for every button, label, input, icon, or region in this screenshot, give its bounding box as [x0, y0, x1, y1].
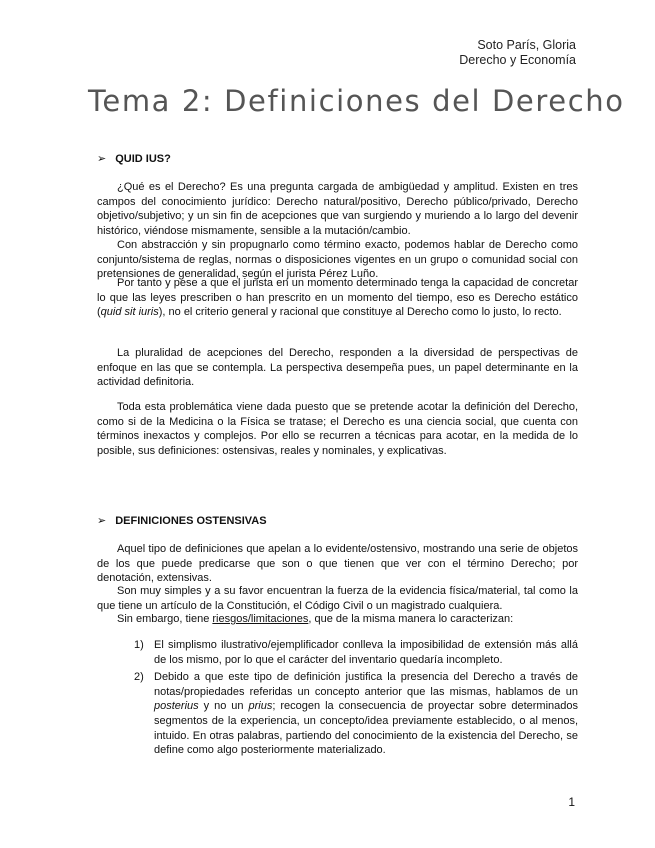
numbered-list — [134, 638, 578, 758]
course-name: Derecho y Economía — [459, 53, 576, 67]
list-item-text: y no un — [198, 700, 249, 713]
paragraph-text: Sin embargo, tiene — [117, 613, 213, 625]
section-heading-definiciones-ostensivas — [97, 514, 267, 527]
list-number: 2) — [134, 671, 144, 684]
underlined-term: riesgos/limitaciones — [212, 613, 309, 625]
paragraph-text: ), no el criterio general y racional que constituye al Derecho como lo justo, lo recto. — [158, 306, 562, 319]
latin-term: quid sit iuris — [100, 306, 159, 319]
paragraph: Toda esta problemática viene dada puesto que se pretende acotar la definición del Derecho, como si de la Medicina o la Física se tratase; el Derecho es una ciencia social, que cuenta con términos inexactos y complejos. Por ello se recurren a técnicas para acotar, en la medida de lo posible, sus definiciones: ostensivas, reales y nominales, y explicativas. — [97, 401, 578, 457]
latin-term: posterius — [154, 700, 199, 713]
section-heading-quid-ius — [97, 152, 171, 165]
arrow-bullet-icon: ➢ — [97, 515, 107, 527]
list-item — [134, 670, 578, 758]
list-item — [134, 638, 578, 667]
paragraph: La pluralidad de acepciones del Derecho, responden a la diversidad de perspectivas de enfoque en las que se contempla. La perspectiva desempeña pues, un papel determinante en la actividad definitoria. — [97, 347, 578, 389]
document-title: Tema 2: Definiciones del Derecho — [88, 84, 625, 118]
paragraph — [97, 276, 578, 320]
arrow-bullet-icon: ➢ — [97, 153, 107, 165]
list-item-text: ; recogen la consecuencia de proyectar sobre determinados segmentos de la experiencia, un concepto/idea previamente establecido, o al menos, intuido. En otras palabras, partiendo del conocimiento de la existencia del Derecho, se define como algo posteriormente materializado. — [154, 700, 578, 757]
latin-term: prius — [248, 700, 273, 713]
page-number: 1 — [568, 795, 575, 809]
list-item-text: Debido a que este tipo de definición justifica la presencia del Derecho a través de notas/propiedades referidas un concepto anterior que las mismas, hablamos de un — [154, 671, 578, 698]
list-item-text: El simplismo ilustrativo/ejemplificador conlleva la imposibilidad de extensión más allá de los mismo, por lo que el carácter del inventario quedaría incompleto. — [154, 639, 578, 666]
paragraph: Con abstracción y sin propugnarlo como término exacto, podemos hablar de Derecho como conjunto/sistema de reglas, normas o disposiciones vigentes en un grupo o comunidad social con pretensiones de generalidad, según el jurista Pérez Luño. — [97, 239, 578, 281]
page-header — [459, 38, 576, 68]
author-name: Soto París, Gloria — [477, 38, 576, 52]
paragraph — [97, 612, 578, 627]
section-heading-text: QUID IUS? — [115, 152, 171, 165]
section-heading-text: DEFINICIONES OSTENSIVAS — [115, 514, 267, 527]
list-number: 1) — [134, 639, 144, 651]
paragraph-text: , que de la misma manera lo caracterizan: — [308, 613, 514, 625]
paragraph: Son muy simples y a su favor encuentran la fuerza de la evidencia física/material, tal como la que tiene un artículo de la Constitución, el Código Civil o un magistrado cualquiera. — [97, 585, 578, 612]
paragraph-text: Por tanto y pese a que el jurista en un momento determinado tenga la capacidad de concretar lo que las leyes prescriben o han prescrito en un momento del tiempo, eso es Derecho estático ( — [97, 277, 578, 319]
paragraph: ¿Qué es el Derecho? Es una pregunta cargada de ambigüedad y amplitud. Existen en tres campos del conocimiento jurídico: Derecho natural/positivo, Derecho público/privado, Derecho objetivo/subjetivo; y un sin fin de acepciones que van surgiendo y muriendo a lo largo del devenir histórico, viéndose mismamente, sensible a la mutación/cambio. — [97, 181, 578, 237]
paragraph: Aquel tipo de definiciones que apelan a lo evidente/ostensivo, mostrando una serie de objetos de los que puede predicarse que son o que tienen que ver con el término Derecho; por denotación, extensivas. — [97, 543, 578, 585]
